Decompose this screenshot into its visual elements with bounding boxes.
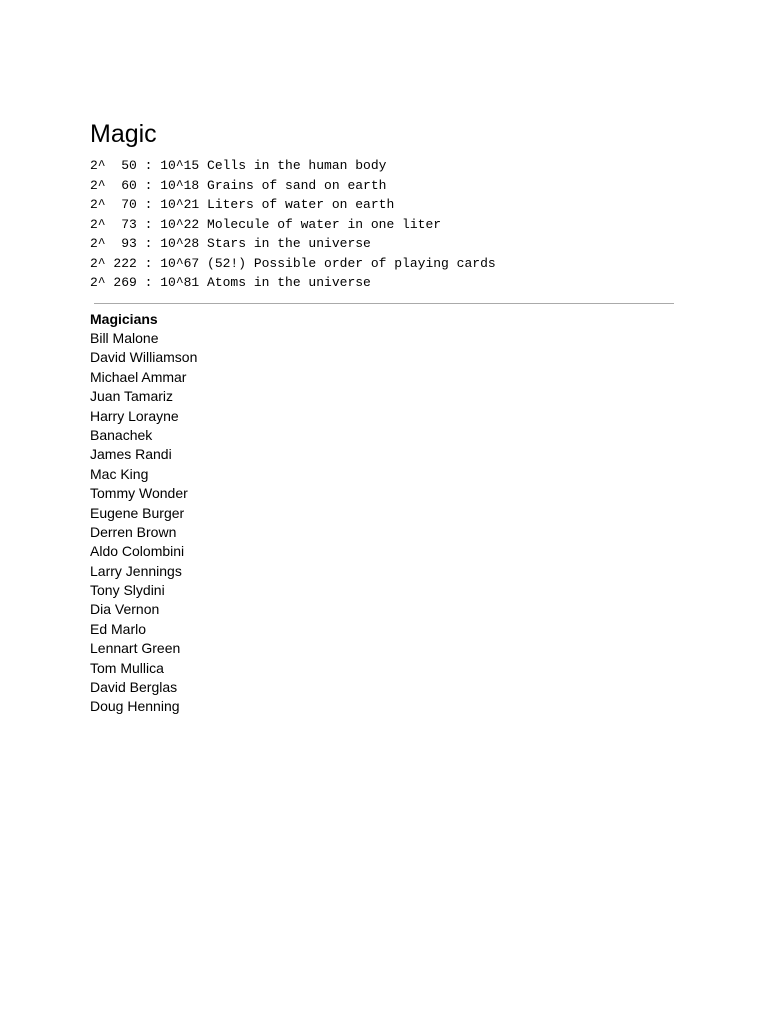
- powers-line: 2^ 60 : 10^18 Grains of sand on earth: [90, 177, 387, 193]
- magician-item: Ed Marlo: [90, 620, 147, 637]
- powers-line: 2^ 50 : 10^15 Cells in the human body: [90, 158, 387, 173]
- magician-item: Mac King: [90, 465, 149, 482]
- magician-item: Eugene Burger: [90, 504, 185, 521]
- powers-list: [90, 156, 674, 293]
- magician-item: Banachek: [90, 426, 153, 443]
- powers-line: 2^ 73 : 10^22 Molecule of water in one liter: [90, 216, 442, 232]
- magician-item: Dia Vernon: [90, 601, 160, 618]
- magician-item: Harry Lorayne: [90, 407, 179, 424]
- powers-line: 2^ 70 : 10^21 Liters of water on earth: [90, 197, 395, 212]
- magician-item: Larry Jennings: [90, 562, 182, 579]
- magician-item: Lennart Green: [90, 640, 181, 657]
- magician-item: Michael Ammar: [90, 368, 187, 385]
- magician-item: David Williamson: [90, 349, 198, 366]
- powers-line: 2^ 269 : 10^81 Atoms in the universe: [90, 275, 371, 290]
- powers-line: 2^ 222 : 10^67 (52!) Possible order of playing cards: [90, 255, 496, 271]
- magician-item: Tony Slydini: [90, 582, 165, 599]
- magician-item: Tom Mullica: [90, 659, 164, 676]
- magician-item: James Randi: [90, 446, 172, 463]
- magician-item: David Berglas: [90, 679, 178, 696]
- page-title: Magic: [90, 120, 157, 148]
- magicians-heading: Magicians: [90, 310, 158, 327]
- magician-item: Tommy Wonder: [90, 485, 188, 502]
- magicians-list: [90, 329, 674, 717]
- magician-item: Derren Brown: [90, 523, 177, 540]
- magician-item: Juan Tamariz: [90, 388, 174, 405]
- document-page: [90, 118, 674, 717]
- magician-item: Bill Malone: [90, 330, 159, 346]
- horizontal-divider: [94, 303, 674, 304]
- powers-line: 2^ 93 : 10^28 Stars in the universe: [90, 236, 371, 251]
- magician-item: Doug Henning: [90, 698, 180, 715]
- magician-item: Aldo Colombini: [90, 543, 185, 560]
